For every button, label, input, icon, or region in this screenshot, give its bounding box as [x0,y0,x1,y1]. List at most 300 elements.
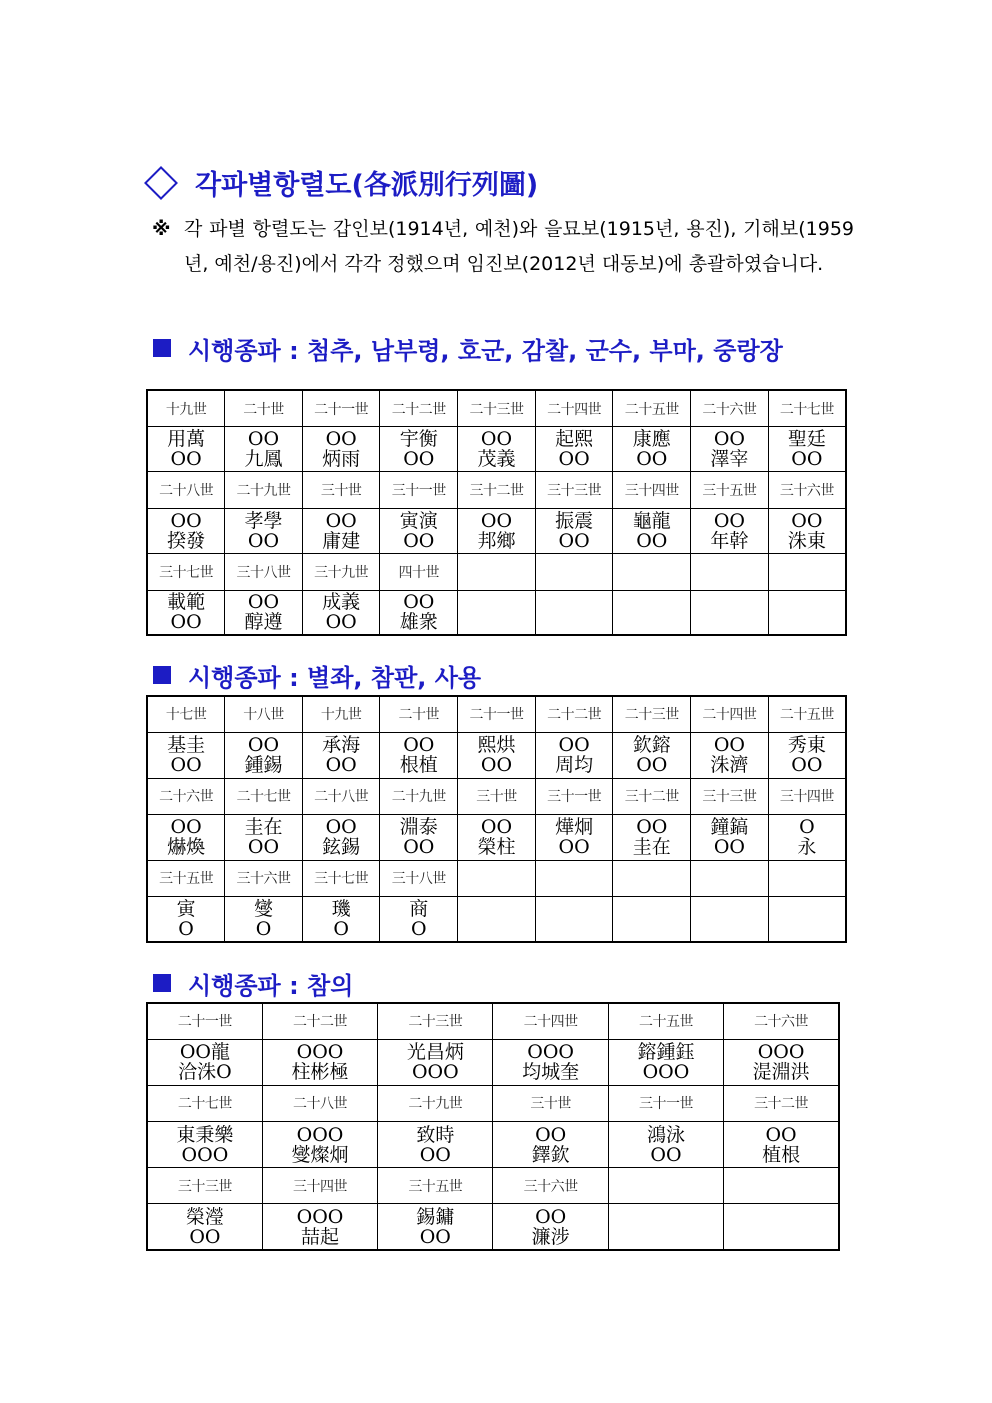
name-cell [147,1039,262,1085]
name-line-upper: 燁炯 [555,816,594,838]
name-line-upper: 東秉樂 [176,1123,234,1146]
name-line-upper: 欽鎔 [632,734,671,756]
name-cell [493,1204,608,1250]
name-line-lower: OOO [181,1143,229,1166]
name-line-upper: 用萬 [167,428,206,451]
name-line-lower: 邦鄉 [477,529,516,552]
name-cell [724,1204,839,1250]
name-cell [768,508,846,553]
name-cell [302,896,380,942]
generation-header-cell: 二十五世 [768,696,846,732]
name-cell [147,1204,262,1250]
name-cell [147,732,225,778]
name-line-upper: 鴻泳 [646,1123,685,1146]
name-line-upper: 基圭 [167,734,206,756]
name-line-lower: 永 [797,836,817,858]
name-line-upper: OO [403,734,435,756]
name-cell [535,427,613,472]
generation-header-row [147,1003,839,1039]
name-cell [378,1121,493,1167]
generation-header-cell [458,553,536,590]
name-line-lower: 鍾錫 [244,754,283,776]
generation-header-row [147,472,846,509]
name-cell [691,508,769,553]
generation-header-cell: 二十九世 [378,1085,493,1121]
name-line-lower: OO [247,836,280,858]
name-line-upper: 起熙 [555,428,594,451]
generation-header-cell: 二十六世 [724,1003,839,1039]
name-cell [768,590,846,635]
name-line-upper: 圭在 [244,816,283,838]
name-cell [613,590,691,635]
name-row [147,590,846,635]
name-line-upper: OO [713,509,745,532]
name-line-lower: 炳雨 [322,448,361,471]
name-line-upper: OO [325,428,357,451]
name-line-lower: OO [403,529,435,552]
generation-header-cell: 二十八世 [262,1085,377,1121]
generation-header-row [147,553,846,590]
name-line-lower: OO [791,754,823,776]
generation-table-3 [146,1002,840,1251]
name-line-upper: 燮 [253,897,273,920]
generation-header-cell: 二十三世 [458,390,536,427]
name-cell [613,814,691,860]
name-cell [302,508,380,553]
name-line-upper: 寅演 [399,509,438,532]
name-cell [147,814,225,860]
name-cell [378,1039,493,1085]
name-cell [691,814,769,860]
generation-header-cell: 三十七世 [147,553,225,590]
name-line-lower: 鉉錫 [322,836,361,858]
name-cell [225,508,303,553]
name-cell [302,732,380,778]
generation-header-cell: 二十三世 [613,696,691,732]
name-line-upper: 鐘鎬 [710,816,749,838]
name-line-lower: 洽洙O [178,1061,232,1084]
name-line-lower: 洙東 [787,529,826,552]
intro-note [152,212,854,282]
name-line-lower: OO [791,448,823,471]
name-cell [493,1121,608,1167]
name-line-lower: 洙濟 [710,754,749,776]
name-line-lower: 醇遵 [244,611,283,634]
name-line-upper: OO [480,428,513,451]
name-line-upper: 榮瀅 [185,1205,224,1228]
generation-header-cell: 三十七世 [302,860,380,896]
name-cell [380,508,458,553]
name-line-lower: O [411,917,427,940]
name-line-upper: 淵泰 [399,816,438,838]
name-line-lower: 九鳳 [244,448,283,471]
generation-header-cell: 三十六世 [768,472,846,509]
name-line-upper: OO [791,509,823,532]
name-row [147,814,846,860]
name-line-lower: OO [189,1225,221,1248]
name-cell [380,732,458,778]
name-line-upper: OO [558,734,590,756]
name-line-lower: 濂涉 [531,1225,570,1248]
name-cell [147,896,225,942]
name-line-lower: OO [419,1225,451,1248]
name-cell [458,732,536,778]
generation-header-cell: 三十世 [302,472,380,509]
name-line-upper: OO [713,428,745,451]
square-bullet-icon [153,974,171,992]
name-cell [262,1121,377,1167]
generation-header-cell: 三十五世 [378,1168,493,1204]
generation-header-row [147,696,846,732]
name-line-upper: 成義 [322,591,361,614]
name-line-lower: 雄衆 [399,611,438,634]
name-cell [691,427,769,472]
generation-header-cell: 二十世 [225,390,303,427]
intro-note-text: 각 파별 항렬도는 갑인보(1914년, 예천)와 을묘보(1915년, 용진), 기해보(1959년, 예천/용진)에서 각각 정했으며 임진보(2012년 대동보)에 총괄하였습니다. [184,218,854,275]
name-cell [768,814,846,860]
name-line-upper: OOO [296,1041,344,1064]
name-line-lower: 根植 [399,754,438,776]
generation-header-cell: 二十九世 [380,778,458,814]
generation-header-cell: 二十二世 [380,390,458,427]
generation-header-cell: 二十六世 [147,778,225,814]
generation-header-cell: 十九世 [147,390,225,427]
name-line-upper: OO [535,1123,567,1146]
section-title-2 [153,657,481,693]
name-line-lower: OO [170,448,202,471]
name-line-lower: 均城奎 [522,1061,580,1084]
name-line-upper: 商 [409,897,429,920]
square-bullet-icon [153,339,171,357]
name-line-upper: 宇衡 [399,428,438,451]
name-cell [147,427,225,472]
name-line-upper: OOO [296,1205,344,1228]
name-line-lower: OOO [411,1061,459,1084]
name-line-upper: 秀東 [787,734,826,756]
generation-header-cell: 二十八世 [302,778,380,814]
name-line-lower: 茂義 [477,448,516,471]
name-line-lower: 柱彬極 [291,1061,349,1084]
generation-header-cell: 三十二世 [458,472,536,509]
name-line-lower: OO [325,611,357,634]
name-cell [458,508,536,553]
generation-header-cell: 三十三世 [691,778,769,814]
generation-header-cell: 二十三世 [378,1003,493,1039]
name-cell [225,814,303,860]
generation-header-cell: 三十五世 [147,860,225,896]
name-cell [380,427,458,472]
name-line-lower: 榮柱 [477,836,516,858]
name-line-upper: OO [247,734,280,756]
generation-header-cell: 二十九世 [225,472,303,509]
name-line-upper: OO [480,816,513,838]
name-line-upper: 載範 [167,591,206,614]
generation-header-cell: 三十三世 [147,1168,262,1204]
name-cell [613,732,691,778]
name-cell [768,896,846,942]
name-cell [691,590,769,635]
name-line-upper: 振震 [555,509,594,532]
name-line-lower: 揆發 [167,529,206,552]
name-cell [225,590,303,635]
name-cell [147,1121,262,1167]
name-line-lower: OO [480,754,513,776]
name-line-lower: 湜淵洪 [752,1061,810,1084]
name-line-upper: OO龍 [179,1041,230,1064]
name-cell [724,1121,839,1167]
name-line-upper: OO [325,509,357,532]
name-cell [302,427,380,472]
generation-header-cell: 二十四世 [493,1003,608,1039]
generation-header-cell: 三十四世 [768,778,846,814]
name-line-upper: O [799,816,815,838]
name-cell [535,590,613,635]
name-line-upper: OO [403,591,435,614]
name-line-upper: OO [247,591,280,614]
generation-header-cell: 三十六世 [493,1168,608,1204]
generation-header-cell: 二十一世 [147,1003,262,1039]
name-line-upper: OOO [296,1123,344,1146]
name-line-upper: OOO [757,1041,805,1064]
name-cell [458,427,536,472]
name-line-upper: 錫鏞 [416,1205,455,1228]
name-line-lower: OO [558,448,590,471]
name-cell [535,814,613,860]
name-line-lower: OO [558,529,590,552]
name-line-upper: OOO [527,1041,575,1064]
page-title-text: 각파별항렬도(各派別行列圖) [195,169,539,201]
generation-header-cell: 二十七世 [225,778,303,814]
generation-table-2 [146,695,847,943]
generation-header-cell: 三十五世 [691,472,769,509]
name-line-upper: OO [765,1123,797,1146]
name-line-lower: OO [558,836,590,858]
generation-header-cell [768,553,846,590]
name-line-lower: 庸建 [322,529,361,552]
generation-header-cell: 二十七世 [768,390,846,427]
name-line-upper: 孝學 [244,509,283,532]
name-line-lower: OO [403,448,435,471]
generation-header-cell: 二十七世 [147,1085,262,1121]
generation-header-cell: 二十五世 [613,390,691,427]
name-line-upper: 聖廷 [787,428,826,451]
generation-header-cell: 二十六世 [691,390,769,427]
name-cell [535,896,613,942]
name-line-upper: 璣 [331,897,351,920]
name-line-lower: OO [636,448,668,471]
generation-header-cell: 二十二世 [535,696,613,732]
name-cell [225,896,303,942]
name-cell [458,814,536,860]
name-row [147,508,846,553]
name-cell [691,732,769,778]
name-line-lower: 周均 [555,754,594,776]
section-title-text: 시행종파 : 첨추, 남부령, 호군, 감찰, 군수, 부마, 중랑장 [188,336,783,365]
name-cell [225,427,303,472]
generation-header-cell: 三十三世 [535,472,613,509]
generation-header-cell: 三十九世 [302,553,380,590]
name-cell [225,732,303,778]
section-title-3 [153,965,353,1001]
square-bullet-icon [153,666,171,684]
generation-header-cell: 十九世 [302,696,380,732]
name-line-lower: OO [170,611,202,634]
generation-header-cell [724,1168,839,1204]
name-cell [302,590,380,635]
name-cell [147,508,225,553]
name-cell [262,1039,377,1085]
name-line-lower: 喆起 [300,1225,339,1248]
name-row [147,1039,839,1085]
name-line-lower: OO [650,1143,682,1166]
generation-header-cell: 十八世 [225,696,303,732]
name-cell [535,508,613,553]
generation-header-cell: 三十一世 [380,472,458,509]
name-cell [768,427,846,472]
name-line-upper: OO [170,509,202,532]
generation-header-cell: 二十四世 [535,390,613,427]
section-title-text: 시행종파 : 참의 [188,971,354,1000]
page-title [145,160,538,204]
name-line-lower: OO [403,836,435,858]
name-cell [458,590,536,635]
name-row [147,427,846,472]
name-cell [613,896,691,942]
name-cell [302,814,380,860]
generation-header-cell: 四十世 [380,553,458,590]
generation-header-row [147,390,846,427]
name-line-lower: OOO [642,1061,690,1084]
generation-header-cell: 三十一世 [608,1085,723,1121]
name-row [147,896,846,942]
name-cell [262,1204,377,1250]
generation-header-cell: 二十四世 [691,696,769,732]
name-line-lower: OO [636,529,668,552]
name-line-upper: OO [247,428,280,451]
name-line-upper: 龜龍 [632,509,671,532]
generation-header-cell: 二十一世 [458,696,536,732]
name-cell [768,732,846,778]
name-line-upper: 光昌炳 [406,1041,464,1064]
name-line-upper: OO [535,1205,567,1228]
generation-header-cell: 三十四世 [262,1168,377,1204]
name-line-lower: O [333,917,349,940]
name-line-lower: OO [247,529,280,552]
generation-header-cell: 三十四世 [613,472,691,509]
generation-header-cell [458,860,536,896]
name-line-upper: OO [713,734,745,756]
generation-header-cell [608,1168,723,1204]
section-title-1 [153,330,783,366]
name-cell [608,1204,723,1250]
diamond-icon [144,166,178,200]
generation-header-row [147,778,846,814]
generation-header-cell: 三十二世 [724,1085,839,1121]
name-line-lower: 圭在 [632,836,671,858]
generation-header-cell: 三十世 [493,1085,608,1121]
name-line-lower: OO [419,1143,451,1166]
name-line-lower: 澤宰 [710,448,749,471]
generation-header-cell: 二十二世 [262,1003,377,1039]
name-line-upper: OO [636,816,668,838]
name-line-upper: 熙烘 [477,734,516,756]
generation-header-cell [613,553,691,590]
name-cell [380,896,458,942]
name-cell [608,1039,723,1085]
generation-header-cell: 三十二世 [613,778,691,814]
name-line-upper: 康應 [632,428,671,451]
name-cell [458,896,536,942]
generation-header-cell [613,860,691,896]
name-line-lower: 鐸欽 [531,1143,570,1166]
name-line-upper: OO [480,509,513,532]
name-cell [380,814,458,860]
name-cell [378,1204,493,1250]
section-title-text: 시행종파 : 별좌, 참판, 사용 [188,663,482,692]
generation-header-cell: 二十一世 [302,390,380,427]
name-line-upper: 致時 [416,1123,455,1146]
generation-header-cell: 二十世 [380,696,458,732]
name-line-lower: O [178,917,194,940]
generation-header-row [147,1168,839,1204]
generation-header-cell [535,553,613,590]
generation-header-cell: 二十八世 [147,472,225,509]
name-line-lower: OO [713,836,745,858]
name-cell [613,508,691,553]
generation-header-cell: 三十八世 [225,553,303,590]
name-line-upper: 承海 [322,734,361,756]
name-row [147,732,846,778]
name-line-lower: 年幹 [710,529,749,552]
name-cell [493,1039,608,1085]
name-line-upper: 寅 [176,897,196,920]
name-line-lower: OO [636,754,668,776]
name-cell [535,732,613,778]
name-line-upper: OO [170,816,202,838]
name-cell [691,896,769,942]
name-line-lower: 植根 [762,1143,801,1166]
name-row [147,1121,839,1167]
name-line-upper: OO [325,816,357,838]
name-cell [613,427,691,472]
reference-mark-icon: ※ [152,218,171,240]
name-line-upper: 鎔鍾鈺 [637,1041,695,1064]
name-cell [608,1121,723,1167]
name-cell [724,1039,839,1085]
name-cell [380,590,458,635]
generation-header-cell [768,860,846,896]
generation-header-row [147,860,846,896]
name-line-lower: O [255,917,272,940]
name-cell [147,590,225,635]
generation-header-cell [691,860,769,896]
name-line-lower: 燮燦炯 [291,1143,349,1166]
generation-header-cell: 二十五世 [608,1003,723,1039]
generation-header-cell: 三十世 [458,778,536,814]
generation-header-cell: 三十一世 [535,778,613,814]
generation-table-1 [146,389,847,636]
generation-header-cell: 三十八世 [380,860,458,896]
generation-header-cell: 三十六世 [225,860,303,896]
name-line-lower: 爀煥 [167,836,206,858]
generation-header-row [147,1085,839,1121]
name-line-lower: OO [170,754,202,776]
generation-header-cell [691,553,769,590]
name-line-lower: OO [325,754,357,776]
generation-header-cell: 十七世 [147,696,225,732]
name-row [147,1204,839,1250]
generation-header-cell [535,860,613,896]
